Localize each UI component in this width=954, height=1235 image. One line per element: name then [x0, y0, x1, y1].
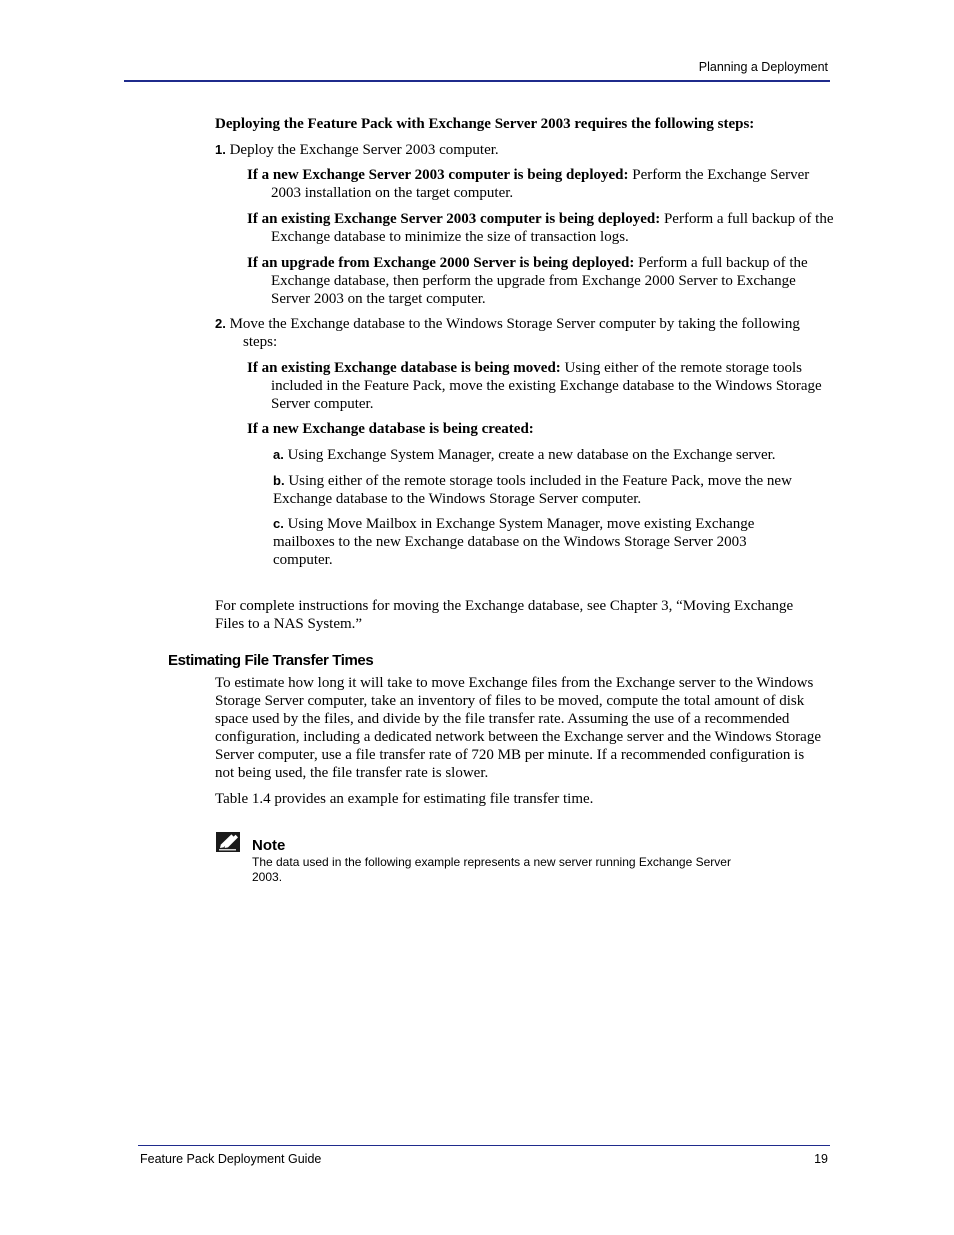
step-2-number: 2.: [215, 316, 226, 331]
substep-c: [273, 515, 793, 569]
substep-b-number: b.: [273, 473, 285, 488]
step-2-item-1-label: If an existing Exchange database is being moved:: [247, 360, 561, 376]
running-header: Planning a Deployment: [698, 60, 828, 74]
step-1-item-3-text: Perform a full backup of the Exchange database, then perform the upgrade from Exchange 2000 Server to Exchange Server 2003 on the target computer.: [271, 255, 808, 307]
estimating-paragraph: To estimate how long it will take to move Exchange files from the Exchange server to the Windows Storage Server computer, take an inventory of files to be moved, compute the total amount of disk space used by the files, and divide by the file transfer rate. Assuming the use of a recommended configuration, including a dedicated network between the Exchange server and the Windows Storage Server computer, use a file transfer rate of 720 MB per minute. If a recommended configuration is not being used, the file transfer rate is slower.: [215, 675, 821, 781]
pencil-note-icon: [216, 832, 240, 852]
header-rule: [124, 80, 830, 82]
footer-rule: [138, 1145, 830, 1146]
substep-b: [273, 472, 818, 508]
intro-text: Deploying the Feature Pack with Exchange Server 2003 requires the following steps:: [215, 116, 755, 132]
step-1-number: 1.: [215, 142, 226, 157]
step-1-item-2: [247, 210, 846, 246]
step-1-item-1: [247, 166, 831, 202]
substep-a-text: Using Exchange System Manager, create a new database on the Exchange server.: [287, 447, 776, 463]
step-2-item-2-label: If a new Exchange database is being created:: [247, 421, 534, 437]
step-1: [215, 141, 815, 159]
complete-instructions-paragraph: For complete instructions for moving the Exchange database, see Chapter 3, “Moving Exchange Files to a NAS System.”: [215, 598, 794, 632]
step-1-item-1-label: If a new Exchange Server 2003 computer is being deployed:: [247, 167, 629, 183]
step-1-item-2-label: If an existing Exchange Server 2003 computer is being deployed:: [247, 211, 661, 227]
substep-c-number: c.: [273, 516, 284, 531]
note-text: The data used in the following example represents a new server running Exchange Server 2003.: [252, 855, 731, 884]
section-heading: Estimating File Transfer Times: [168, 652, 374, 669]
step-1-item-2-text: Perform a full backup of the Exchange database to minimize the size of transaction logs.: [271, 211, 834, 245]
footer-title: Feature Pack Deployment Guide: [140, 1152, 322, 1166]
step-1-text: Deploy the Exchange Server 2003 computer.: [229, 142, 499, 158]
step-2: [215, 315, 813, 351]
page-number: 19: [814, 1152, 828, 1166]
substep-a: [273, 446, 818, 464]
step-2-item-1: [247, 359, 827, 413]
step-1-item-3: [247, 254, 837, 308]
substep-a-number: a.: [273, 447, 284, 462]
note-title: Note: [252, 837, 286, 854]
step-1-item-3-label: If an upgrade from Exchange 2000 Server is being deployed:: [247, 255, 635, 271]
substep-c-text: Using Move Mailbox in Exchange System Manager, move existing Exchange mailboxes to the new Exchange database on the Windows Storage Server 2003 computer.: [273, 516, 755, 568]
step-2-text: Move the Exchange database to the Windows Storage Server computer by taking the following steps:: [229, 316, 800, 350]
substep-b-text: Using either of the remote storage tools included in the Feature Pack, move the new Exchange database to the Windows Storage Server computer.: [273, 473, 792, 507]
table-reference-paragraph: Table 1.4 provides an example for estimating file transfer time.: [215, 791, 594, 807]
step-1-item-1-text: Perform the Exchange Server 2003 installation on the target computer.: [271, 167, 810, 201]
step-2-item-1-text: Using either of the remote storage tools included in the Feature Pack, move the existing Exchange database to the Windows Storage Server computer.: [271, 360, 822, 412]
